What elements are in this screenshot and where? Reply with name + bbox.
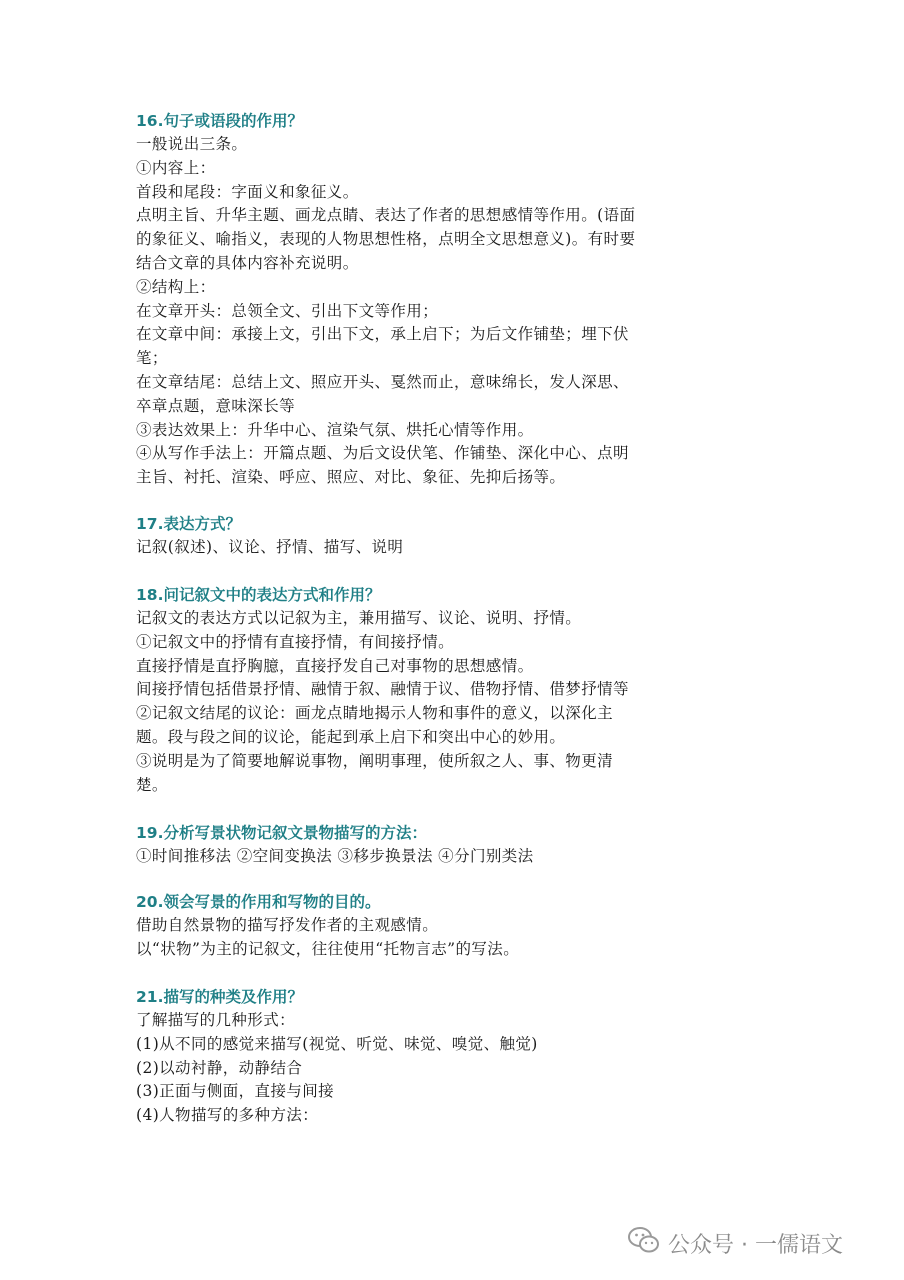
text-line: 首段和尾段：字面义和象征义。 [136,182,359,201]
section-heading: 21.描写的种类及作用？ [136,988,303,1006]
text-line: (1)从不同的感觉来描写(视觉、听觉、味觉、嗅觉、触觉) [136,1034,538,1053]
text-line: 在文章开头：总领全文、引出下文等作用； [136,301,439,320]
text-line: (2)以动衬静，动静结合 [136,1058,303,1077]
text-line: 卒章点题，意味深长等 [136,396,296,415]
text-line: 间接抒情包括借景抒情、融情于叙、融情于议、借物抒情、借梦抒情等 [136,680,629,699]
text-line: ③说明是为了简要地解说事物，阐明事理，使所叙之人、事、物更清 [136,751,614,770]
text-line: (3)正面与侧面，直接与间接 [136,1082,335,1101]
text-line: 以“状物”为主的记叙文，往往使用“托物言志”的写法。 [136,939,520,958]
section-heading: 19.分析写景状物记叙文景物描写的方法： [136,824,427,842]
text-line: 的象征义、喻指义，表现的人物思想性格，点明全文思想意义)。有时要 [136,230,636,249]
text-line: ①内容上： [136,158,216,177]
section-20 [136,890,776,962]
text-line: ①记叙文中的抒情有直接抒情，有间接抒情。 [136,632,455,651]
text-line: 记叙(叙述)、议论、抒情、描写、说明 [136,538,404,556]
section-21 [136,985,776,1128]
text-line: ③表达效果上：升华中心、渲染气氛、烘托心情等作用。 [136,420,534,439]
text-line: 一般说出三条。 [136,135,248,153]
section-19 [136,821,776,869]
section-heading: 18.问记叙文中的表达方式和作用？ [136,586,381,604]
text-line: 在文章中间：承接上文，引出下文，承上启下；为后文作铺垫；埋下伏 [136,325,629,344]
text-line: 笔； [136,349,168,368]
section-heading: 17.表达方式？ [136,515,241,533]
section-18 [136,583,776,797]
section-heading: 16.句子或语段的作用？ [136,112,303,130]
text-line: 结合文章的具体内容补充说明。 [136,253,359,272]
text-line: 借助自然景物的描写抒发作者的主观感情。 [136,916,439,934]
wechat-icon [628,1226,668,1260]
text-line: ①时间推移法 ②空间变换法 ③移步换景法 ④分门别类法 [136,847,534,865]
section-heading: 20.领会写景的作用和写物的目的。 [136,893,381,911]
watermark-text: 公众号 · 一儒语文 [668,1232,843,1258]
text-line: 点明主旨、升华主题、画龙点睛、表达了作者的思想感情等作用。(语面 [136,206,636,225]
text-line: 题。段与段之间的议论，能起到承上启下和突出中心的妙用。 [136,727,566,746]
text-line: 楚。 [136,775,168,794]
text-line: ②记叙文结尾的议论：画龙点睛地揭示人物和事件的意义，以深化主 [136,704,614,723]
section-17 [136,512,776,560]
text-line: 记叙文的表达方式以记叙为主，兼用描写、议论、说明、抒情。 [136,609,582,627]
text-line: ②结构上： [136,277,216,296]
text-line: 直接抒情是直抒胸臆，直接抒发自己对事物的思想感情。 [136,656,534,675]
text-line: 主旨、衬托、渲染、呼应、照应、对比、象征、先抑后扬等。 [136,468,566,487]
text-line: ④从写作手法上：开篇点题、为后文设伏笔、作铺垫、深化中心、点明 [136,444,629,463]
text-line: 在文章结尾：总结上文、照应开头、戛然而止，意味绵长，发人深思、 [136,372,629,391]
text-line: (4)人物描写的多种方法： [136,1106,319,1125]
watermark [628,1228,843,1258]
text-line: 了解描写的几种形式： [136,1011,296,1029]
section-16 [136,109,776,490]
